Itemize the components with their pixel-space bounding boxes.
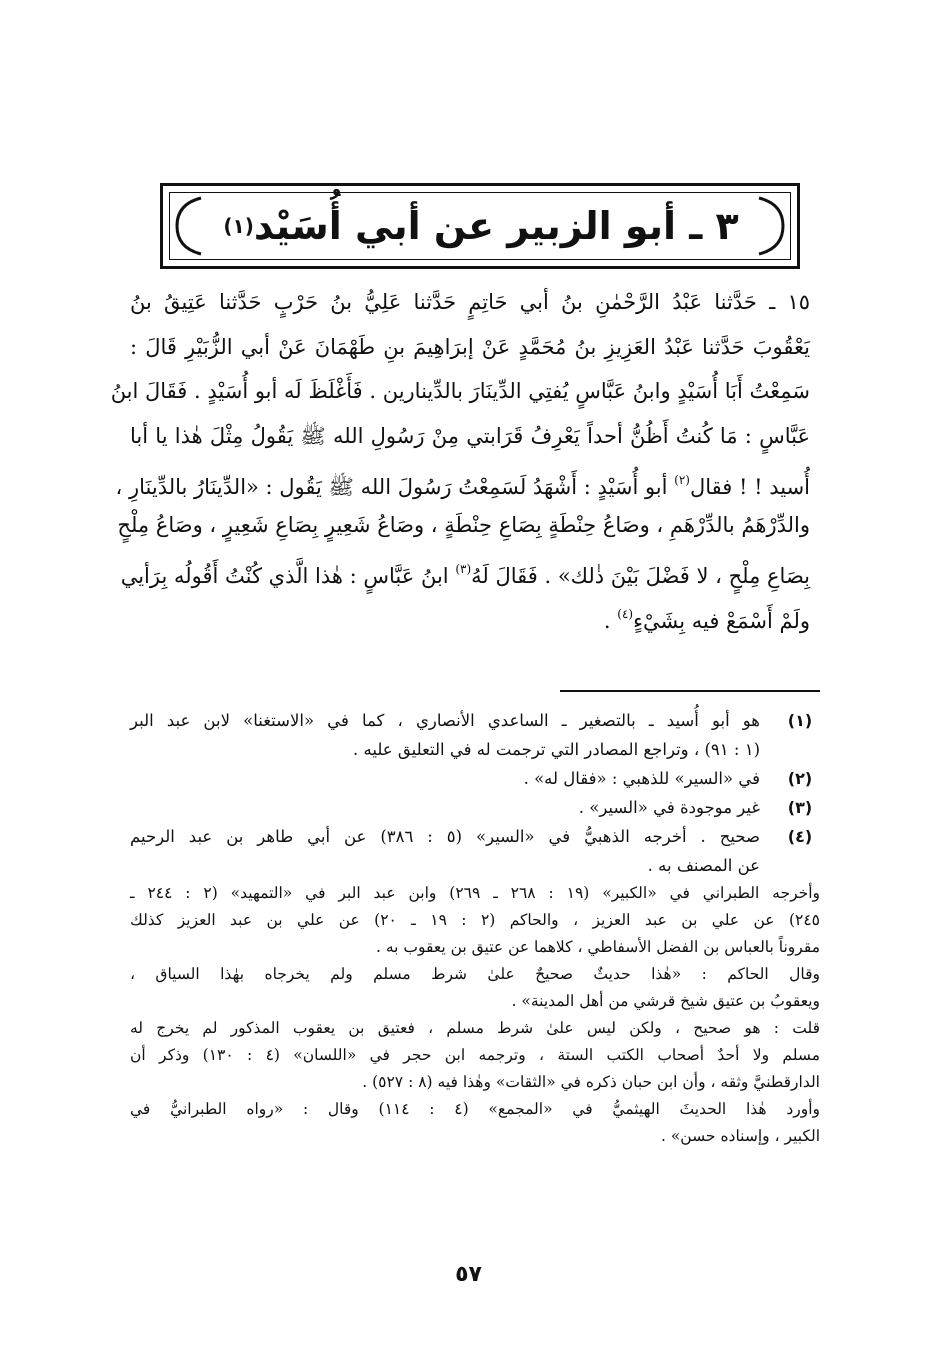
footnote-number: (١)	[787, 711, 813, 730]
footnote-4-continuation	[130, 880, 820, 1150]
right-bracket-ornament	[757, 196, 787, 256]
footnote-line: في «السير» للذهبي : «فقال له» .	[523, 769, 760, 788]
text-segment: أُسيد ! ! فقال	[689, 475, 810, 499]
footnote-separator	[560, 690, 820, 692]
footnote-line: وقال الحاكم : «هٰذا حديثٌ صحيحٌ علىٰ شرط مسلم ولم يخرجاه بهٰذا السياق ،	[130, 965, 820, 983]
footnote-line: مقروناً بالعباس بن الفضل الأسفاطي ، كلاهما عن عتيق بن يعقوب به .	[376, 938, 820, 956]
footnote-marker: (٤)	[617, 606, 634, 621]
footnote-line: قلت : هو صحيح ، ولكن ليس علىٰ شرط مسلم ، فعتيق بن يعقوب المذكور لم يخرج له	[130, 1019, 820, 1037]
footnote-3	[130, 793, 820, 822]
text-line	[120, 547, 810, 592]
footnote-marker: (٣)	[455, 562, 472, 576]
text-line	[115, 458, 810, 503]
text-line: يَعْقُوبَ حَدَّثنا عَبْدُ العَزِيزِ بنُ مُحَمَّدٍ عَنْ إبرَاهِيمَ بنِ طَهْمَانَ عَنْ أبي الزُّبَيْرِ قَالَ :	[130, 334, 810, 359]
footnote-line: وأخرجه الطبراني في «الكبير» (١٩ : ٢٦٨ ـ ٢٦٩) وابن عبد البر في «التمهيد» (٢ : ٢٤٤ ـ	[130, 884, 820, 902]
text-segment: ابنُ عَبَّاسٍ : هٰذا الَّذي كُنْتُ أَقُولُه بِرَأيي	[120, 564, 456, 588]
title-footnote-marker: (١)	[223, 214, 254, 238]
footnote-number: (٣)	[787, 798, 813, 817]
footnote-line: هو أبو أُسيد ـ بالتصغير ـ الساعدي الأنصاري ، كما في «الاستغنا» لابن عبد البر	[130, 711, 760, 730]
footnote-number: (٢)	[787, 769, 813, 788]
footnote-line: الدارقطنيَّ وثقه ، وأن ابن حبان ذكره في «الثقات» وهٰذا فيه (٨ : ٥٢٧) .	[362, 1073, 820, 1091]
footnote-line: صحيح . أخرجه الذهبيُّ في «السير» (٥ : ٣٨٦) عن أبي طاهر بن عبد الرحيم	[130, 827, 760, 846]
footnote-line: وأورد هٰذا الحديثَ الهيثميُّ في «المجمع» (٤ : ١١٤) وقال : «رواه الطبرانيُّ في	[130, 1100, 820, 1118]
footnote-2	[130, 764, 820, 793]
text-segment: ولَمْ أَسْمَعْ فيه بِشَيْءٍ	[633, 608, 810, 633]
left-bracket-ornament	[173, 196, 203, 256]
page-number: ٥٧	[455, 1262, 482, 1287]
chapter-title-text: ٣ ـ أبو الزبير عن أبي أُسَيْد	[253, 204, 739, 248]
footnote-line: الكبير ، وإسناده حسن» .	[660, 1127, 820, 1145]
text-line: ١٥ ـ حَدَّثنا عَبْدُ الرَّحْمٰنِ بنُ أبي حَاتِمٍ حَدَّثنا عَلِيُّ بنُ حَرْبٍ حَدَّثنا عَتِيقُ بنُ	[130, 290, 810, 314]
footnotes	[130, 706, 820, 1150]
text-segment: أبو أُسَيْدٍ : أَشْهَدُ لَسَمِعْتُ رَسُولَ الله ﷺ يَقُول : «الدِّينَارُ بالدِّينَارِ ،	[115, 475, 675, 499]
footnote-line: مسلم ولا أحدٌ أصحاب الكتب الستة ، وترجمه ابن حجر في «اللسان» (٤ : ١٣٠) وذكر أن	[130, 1046, 820, 1064]
footnote-marker: (٢)	[674, 473, 690, 487]
text-line	[130, 592, 810, 637]
footnote-line: ويعقوبُ بن عتيق شيخ قرشي من أهل المدينة» .	[511, 992, 820, 1010]
footnote-line: ٢٤٥) عن علي بن عبد العزيز ، والحاكم (٢ : ١٩ ـ ٢٠) عن علي بن عبد العزيز كذلك	[130, 911, 820, 929]
chapter-title	[213, 186, 747, 266]
footnote-line: (١ : ٩١) ، وتراجع المصادر التي ترجمت له في التعليق عليه .	[353, 740, 760, 759]
footnote-line: غير موجودة في «السير» .	[578, 798, 760, 817]
footnote-1	[130, 706, 820, 764]
footnote-4	[130, 822, 820, 880]
text-line: سَمِعْتُ أَبَا أُسَيْدٍ وابنُ عَبَّاسٍ يُفتِي الدِّينَارَ بالدِّينارين . فَأَغْلَظَ لَه أبو أُسَيْدٍ . فَقَالَ ابنُ	[110, 379, 810, 403]
text-line: والدِّرْهَمُ بالدِّرْهَمِ ، وصَاعُ حِنْطَةٍ بِصَاعِ حِنْطَةٍ ، وصَاعُ شَعِيرٍ بِصَاعِ شَعِيرٍ ، وصَاعُ مِلْحٍ	[117, 512, 810, 537]
text-line: عَبَّاسٍ : مَا كُنتُ أَظُنُّ أحداً يَعْرِفُ قَرَابتي مِنْ رَسُولِ الله ﷺ يَقُولُ مِثْلَ هٰذا يا أبا	[130, 423, 810, 448]
footnote-number: (٤)	[787, 827, 813, 846]
hadith-text	[110, 280, 810, 636]
footnote-line: عن المصنف به .	[647, 856, 760, 875]
text-segment: بِصَاعِ مِلْحٍ ، لا فَضْلَ بَيْنَ ذٰلك» . فَقَالَ لَهُ	[471, 564, 810, 588]
text-segment: .	[603, 608, 618, 633]
chapter-title-frame	[160, 183, 800, 269]
